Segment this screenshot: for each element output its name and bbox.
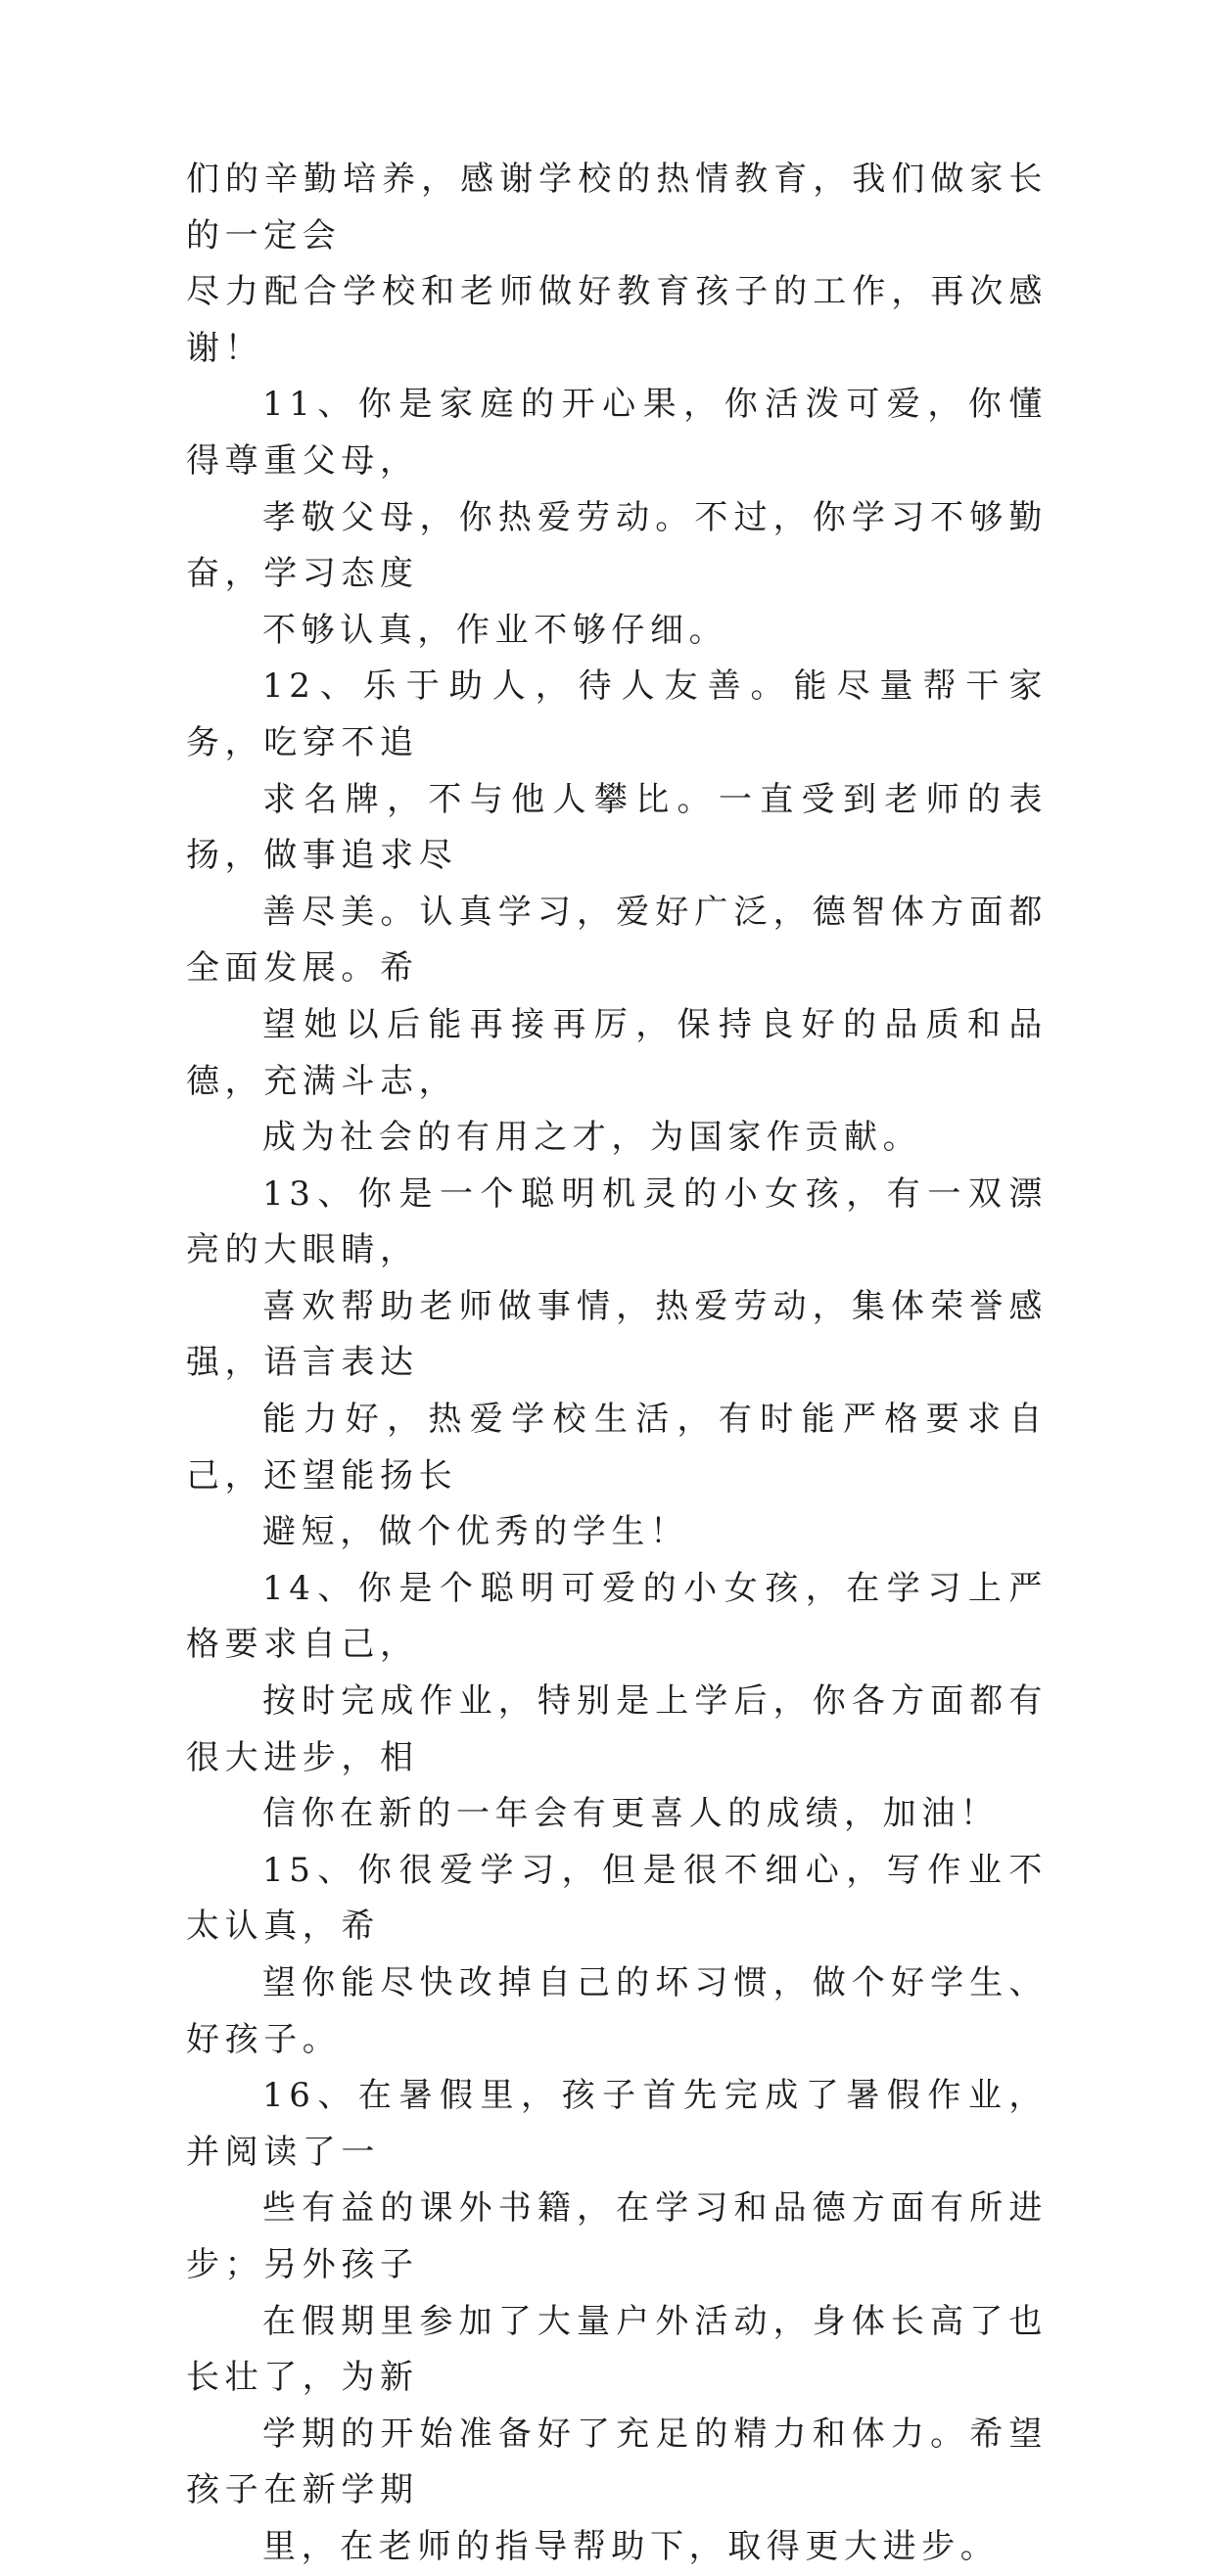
text-line: 15、你很爱学习，但是很不细心，写作业不太认真，希 — [186, 1850, 1048, 1947]
text-line: 求名牌，不与他人攀比。一直受到老师的表扬，做事追求尽 — [186, 779, 1048, 876]
text-line: 按时完成作业，特别是上学后，你各方面都有很大进步，相 — [186, 1681, 1048, 1777]
text-line: 成为社会的有用之才，为国家作贡献。 — [262, 1118, 922, 1158]
paragraph-item-11 — [186, 377, 1048, 659]
text-line: 喜欢帮助老师做事情，热爱劳动，集体荣誉感强，语言表达 — [186, 1286, 1048, 1383]
paragraph-item-16 — [186, 2068, 1048, 2575]
paragraph-item-12 — [186, 659, 1048, 1166]
text-line: 尽力配合学校和老师做好教育孩子的工作，再次感谢！ — [186, 272, 1048, 368]
text-line: 在假期里参加了大量户外活动，身体长高了也长壮了，为新 — [186, 2301, 1048, 2398]
paragraph-item-15 — [186, 1843, 1048, 2068]
text-line: 里，在老师的指导帮助下，取得更大进步。 — [262, 2526, 1000, 2566]
text-line: 14、你是个聪明可爱的小女孩，在学习上严格要求自己， — [186, 1568, 1048, 1665]
text-line: 望她以后能再接再厉，保持良好的品质和品德，充满斗志， — [186, 1004, 1048, 1101]
text-line: 16、在暑假里，孩子首先完成了暑假作业，并阅读了一 — [186, 2076, 1048, 2172]
text-line: 些有益的课外书籍，在学习和品德方面有所进步；另外孩子 — [186, 2188, 1048, 2284]
paragraph-item-13 — [186, 1167, 1048, 1561]
paragraph-item-14 — [186, 1561, 1048, 1843]
text-line: 孝敬父母，你热爱劳动。不过，你学习不够勤奋，学习态度 — [186, 497, 1048, 594]
text-line: 们的辛勤培养，感谢学校的热情教育，我们做家长的一定会 — [186, 160, 1048, 255]
text-line: 12、乐于助人，待人友善。能尽量帮干家务，吃穿不追 — [186, 667, 1048, 762]
text-line: 望你能尽快改掉自己的坏习惯，做个好学生、好孩子。 — [186, 1963, 1048, 2059]
text-line: 信你在新的一年会有更喜人的成绩，加油！ — [262, 1794, 1000, 1834]
text-line: 11、你是家庭的开心果，你活泼可爱，你懂得尊重父母， — [186, 385, 1048, 481]
text-line: 13、你是一个聪明机灵的小女孩，有一双漂亮的大眼睛， — [186, 1173, 1048, 1270]
document-page — [186, 152, 1048, 2576]
text-line: 能力好，热爱学校生活，有时能严格要求自己，还望能扬长 — [186, 1400, 1048, 1495]
text-line: 学期的开始准备好了充足的精力和体力。希望孩子在新学期 — [186, 2414, 1048, 2510]
text-line: 不够认真，作业不够仔细。 — [262, 610, 728, 650]
text-line: 避短，做个优秀的学生！ — [262, 1512, 689, 1552]
text-line: 善尽美。认真学习，爱好广泛，德智体方面都全面发展。希 — [186, 892, 1048, 989]
paragraph-continuation — [186, 152, 1048, 377]
